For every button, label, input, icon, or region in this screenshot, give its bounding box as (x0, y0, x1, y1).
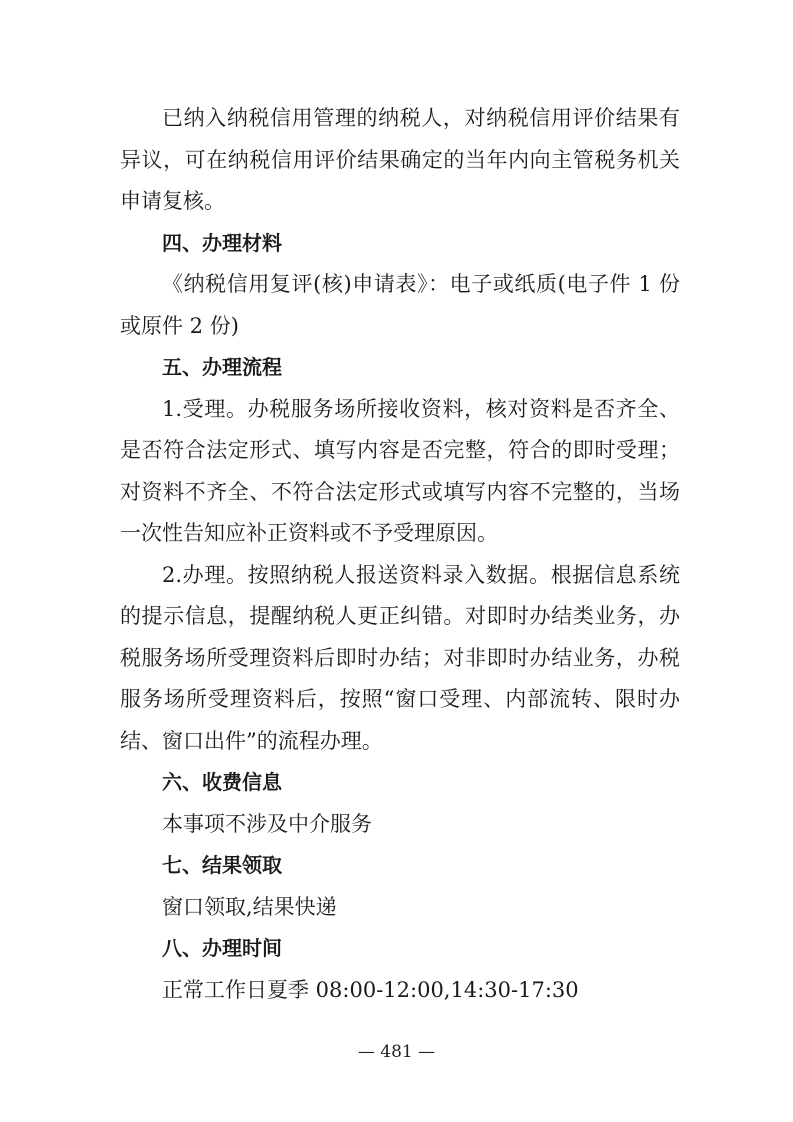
section-heading-result: 七、结果领取 (162, 853, 282, 877)
section-heading-materials: 四、办理材料 (162, 230, 282, 255)
process-step-handle: 2.办理。按照纳税人报送资料录入数据。根据信息系统的提示信息，提醒纳税人更正纠错。对即时办结类业务，办税服务场所受理资料后即时办结；对非即时办结业务，办税服务场所受理资料后，按照“窗口受理、内部流转、限时办结、窗口出件”的流程办理。 (120, 562, 680, 753)
section-heading-hours: 八、办理时间 (162, 936, 282, 960)
review-paragraph: 已纳入纳税信用管理的纳税人，对纳税信用评价结果有异议，可在纳税信用评价结果确定的当年内向主管税务机关申请复核。 (120, 106, 680, 213)
section-heading-process: 五、办理流程 (162, 355, 282, 379)
section-heading-fees: 六、收费信息 (162, 770, 282, 794)
page-number: — 481 — (357, 1042, 436, 1062)
process-step-accept: 1.受理。办税服务场所接收资料，核对资料是否齐全、是否符合法定形式、填写内容是否完整，符合的即时受理；对资料不齐全、不符合法定形式或填写内容不完整的，当场一次性告知应补正资料或不予受理原因。 (120, 396, 680, 545)
materials-paragraph: 《纳税信用复评(核)申请表》：电子或纸质(电子件 1 份或原件 2 份) (120, 272, 680, 338)
result-text: 窗口领取,结果快递 (162, 894, 337, 919)
fee-text: 本事项不涉及中介服务 (162, 811, 372, 836)
document-body (120, 98, 680, 1011)
hours-text: 正常工作日夏季 08:00-12:00,14:30-17:30 (162, 977, 579, 1002)
